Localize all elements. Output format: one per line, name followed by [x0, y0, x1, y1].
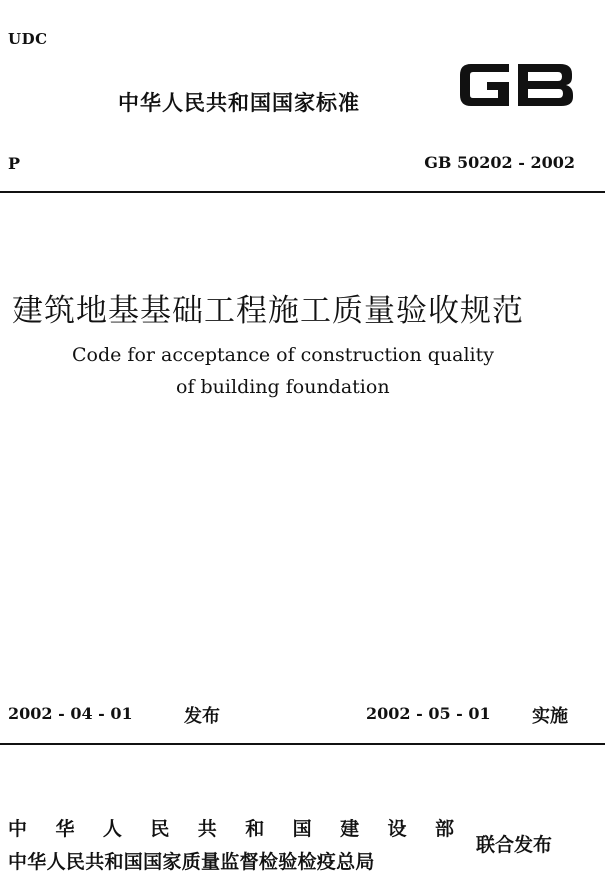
effective-date: 2002 - 05 - 01: [366, 704, 491, 723]
title-english-line1: Code for acceptance of construction quality: [72, 344, 495, 366]
publisher-glyph: 和: [245, 818, 265, 840]
publisher-glyph: 共: [197, 818, 217, 840]
gb-logo: [457, 56, 577, 114]
title-english-line2: of building foundation: [176, 376, 390, 398]
issuer-national-standard: 中华人民共和国国家标准: [118, 91, 360, 115]
top-divider: [0, 191, 605, 193]
issue-date: 2002 - 04 - 01: [8, 704, 133, 723]
publisher-glyph: 建: [340, 818, 360, 840]
publisher-ministry-construction: [8, 814, 454, 841]
title-chinese: 建筑地基基础工程施工质量验收规范: [12, 293, 524, 329]
publisher-glyph: 人: [102, 818, 122, 840]
udc-label: UDC: [8, 30, 48, 48]
issue-label: 发布: [184, 706, 220, 727]
publisher-glyph: 设: [387, 818, 407, 840]
joint-publication-label: 联合发布: [476, 834, 553, 856]
standard-number: GB 50202 - 2002: [424, 153, 575, 172]
effective-label: 实施: [532, 706, 568, 727]
publisher-glyph: 中: [8, 818, 28, 840]
bottom-divider: [0, 743, 605, 745]
publisher-glyph: 民: [150, 818, 170, 840]
publisher-glyph: 部: [434, 818, 454, 840]
publisher-glyph: 国: [292, 818, 312, 840]
category-code: P: [8, 154, 21, 173]
publisher-quality-administration: 中华人民共和国国家质量监督检验检疫总局: [8, 851, 375, 873]
publisher-glyph: 华: [55, 818, 75, 840]
